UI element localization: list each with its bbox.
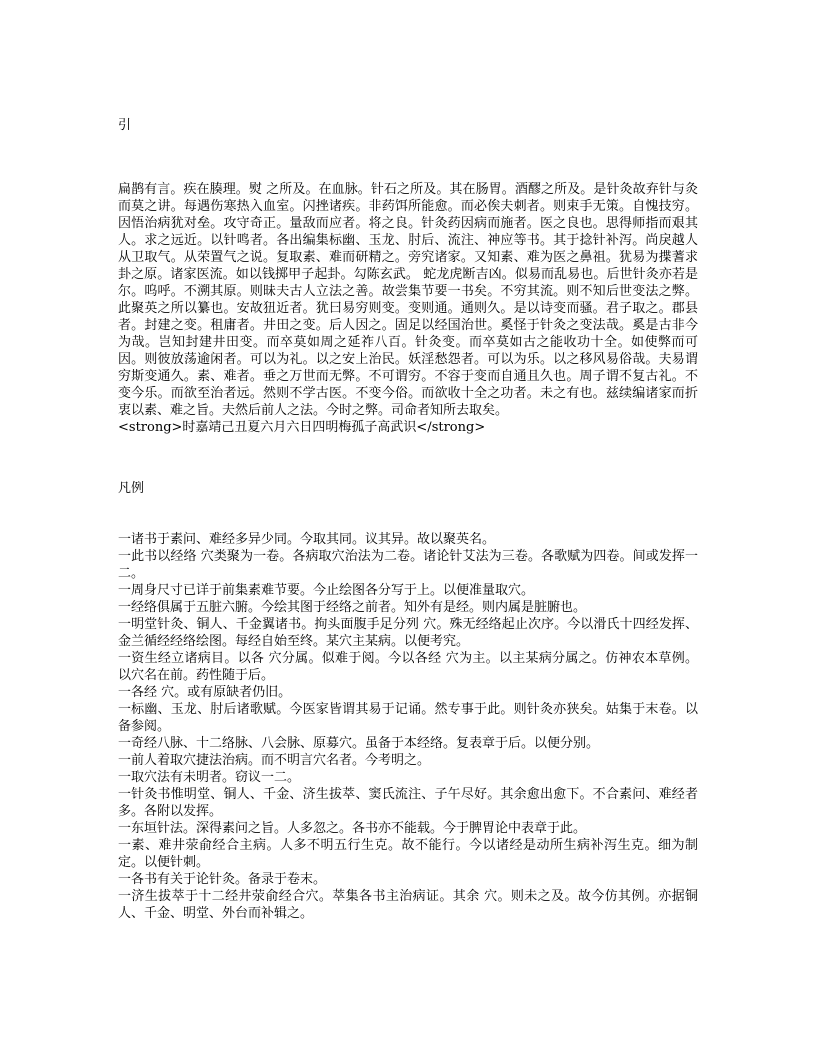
fanli-item: 一前人着取穴捷法治病。而不明言穴名者。今考明之。: [118, 753, 431, 768]
fanli-item: 一素、难井荥俞经合主病。人多不明五行生克。故不能行。今以诸经是动所生病补泻生克。细为制定。以便针刺。: [118, 838, 698, 870]
intro-body: 扁鹊有言。疾在腠理。熨 之所及。在血脉。针石之所及。其在肠胃。酒醪之所及。是针灸故弃针与灸而莫之讲。每遇伤寒热入血室。闪挫诸疾。非药饵所能愈。而必俟夫刺者。则束手无策。自愧技穷。因悟治病犹对垒。攻守奇正。量敌而应者。将之良。针灸药因病而施者。医之良也。思得师指而艰其人。求之远近。以针鸣者。各出编集标幽、玉龙、肘后、流注、神应等书。其于捻针补泻。尚戾越人从卫取气。从荣置气之说。复取素、难而研精之。旁究诸家。又知素、难为医之鼻祖。犹易为揲蓍求卦之原。诸家医流。如以钱掷甲子起卦。勾陈玄武。 蛇龙虎断吉凶。似易而乱易也。后世针灸亦若是尔。呜呼。不溯其原。则昧夫古人立法之善。故尝集节要一书矣。不穷其流。则不知后世变法之弊。此聚英之所以纂也。安故狃近者。犹曰易穷则变。变则通。通则久。是以诗变而骚。君子取之。郡县者。封建之变。租庸者。井田之变。后人因之。固足以经国治世。奚怪于针灸之变法哉。奚是古非今为哉。岂知封建井田变。而卒莫如周之延祚八百。针灸变。而卒莫如古之能收功十全。如使弊而可因。则彼放荡逾闲者。可以为礼。以之安上治民。妖淫愁怨者。可以为乐。以之移风易俗哉。夫易谓穷斯变通久。素、难者。垂之万世而无弊。不可谓穷。不容于变而自通且久也。周子谓不复古礼。不变今乐。而欲至治者远。然则不学古医。不变今俗。而欲收十全之功者。未之有也。兹续编诸家而折衷以素、难之旨。夫然后前人之法。今时之弊。司命者知所去取矣。: [118, 182, 698, 418]
fanli-item: 一各经 穴。或有原缺者仍旧。: [118, 685, 292, 700]
fanli-item: 一奇经八脉、十二络脉、八会脉、原募穴。虽备于本经络。复表章于后。以便分别。: [118, 736, 600, 751]
fanli-item: 一明堂针灸、铜人、千金翼诸书。拘头面腹手足分列 穴。殊无经络起止次序。今以滑氏十四经发挥、金兰循经经络绘图。每经自始至终。某穴主某病。以便考究。: [118, 617, 698, 649]
intro-section: [118, 181, 698, 436]
fanli-item: 一资生经立诸病目。以各 穴分属。似难于阅。今以各经 穴为主。以主某病分属之。仿神农本草例。以穴名在前。药性随于后。: [118, 651, 698, 683]
fanli-item: 一各书有关于论针灸。备录于卷末。: [118, 872, 327, 887]
fanli-item: 一针灸书惟明堂、铜人、千金、济生拔萃、窦氏流注、子午尽好。其余愈出愈下。不合素问、难经者多。各附以发挥。: [118, 787, 698, 819]
fanli-item: 一取穴法有未明者。窃议一二。: [118, 770, 301, 785]
fanli-item: 一周身尺寸已详于前集素难节要。今止绘图各分写于上。以便准量取穴。: [118, 583, 535, 598]
fanli-item: 一东垣针法。深得素问之旨。人多忽之。各书亦不能载。今于脾胃论中表章于此。: [118, 821, 587, 836]
fanli-heading: 凡例: [118, 481, 145, 496]
fanli-item: 一诸书于素问、难经多异少同。今取其同。议其异。故以聚英名。: [118, 532, 496, 547]
fanli-section: [118, 531, 698, 922]
intro-signature: <strong>时嘉靖己丑夏六月六日四明梅孤子高武识</strong>: [118, 420, 486, 435]
fanli-item: 一标幽、玉龙、肘后诸歌赋。今医家皆谓其易于记诵。然专事于此。则针灸亦狭矣。姑集于末卷。以备参阅。: [118, 702, 698, 734]
intro-heading: 引: [118, 118, 132, 133]
fanli-item: 一此书以经络 穴类聚为一卷。各病取穴治法为二卷。诸论针艾法为三卷。各歌赋为四卷。间或发挥一二。: [118, 549, 698, 581]
fanli-item: 一济生拔萃于十二经井荥俞经合穴。萃集各书主治病证。其余 穴。则未之及。故今仿其例。亦据铜人、千金、明堂、外台而补辑之。: [118, 889, 698, 921]
fanli-item: 一经络俱属于五脏六腑。今绘其图于经络之前者。知外有是经。则内属是脏腑也。: [118, 600, 587, 615]
